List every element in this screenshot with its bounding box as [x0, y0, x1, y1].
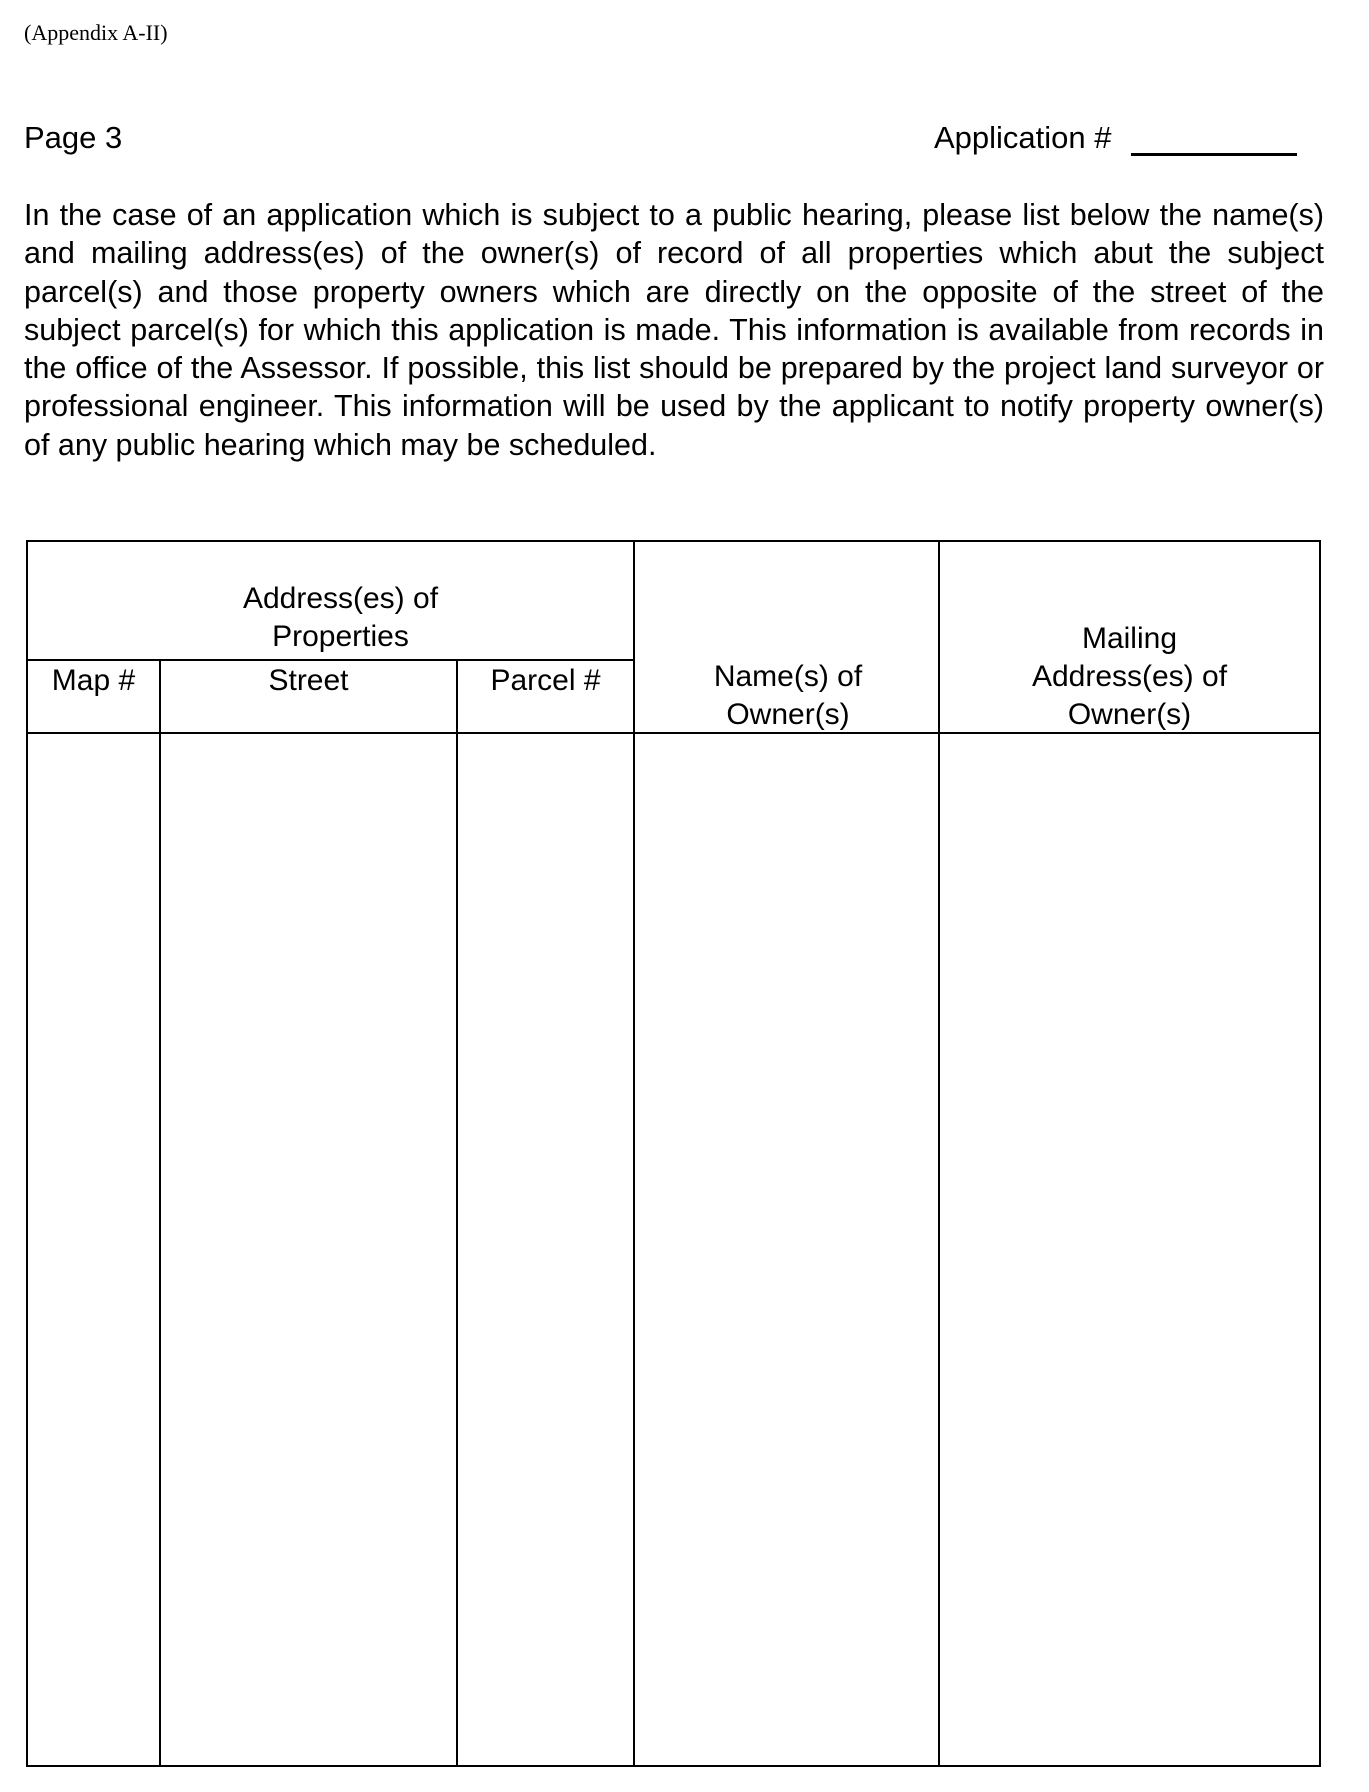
- page-number: Page 3: [24, 120, 123, 155]
- header-map-number: Map #: [51, 664, 136, 697]
- application-number-label: Application #: [934, 120, 1112, 155]
- street-column-cells[interactable]: [161, 734, 456, 1767]
- parcel-number-column-cells[interactable]: [458, 734, 633, 1767]
- owner-names-column-cells[interactable]: [635, 734, 938, 1767]
- header-mailing-addresses: Mailing Address(es) of Owner(s): [1031, 622, 1228, 731]
- header-addresses-of-properties: Address(es) of Properties: [242, 582, 439, 653]
- mailing-address-column-cells[interactable]: [940, 734, 1319, 1767]
- group-header-divider: [28, 659, 634, 661]
- header-parcel-number: Parcel #: [490, 664, 601, 697]
- application-number-field[interactable]: [1131, 153, 1297, 156]
- header-street: Street: [268, 664, 349, 697]
- property-owners-table: [26, 540, 1321, 1767]
- map-number-column-cells[interactable]: [28, 734, 159, 1767]
- instructions-paragraph: In the case of an application which is subject to a public hearing, please list below the name(s) and mailing address(es) of the owner(s) of record of all properties which abut the subject parcel(s) and those property owners which are directly on the opposite of the street of the subject parcel(s) for which this application is made. This information is available from records in the office of the Assessor. If possible, this list should be prepared by the project land surveyor or professional engineer. This information will be used by the applicant to notify property owner(s) of any public hearing which may be scheduled.: [24, 198, 1324, 462]
- appendix-label: (Appendix A-II): [24, 20, 168, 45]
- header-owner-names: Name(s) of Owner(s): [713, 660, 863, 731]
